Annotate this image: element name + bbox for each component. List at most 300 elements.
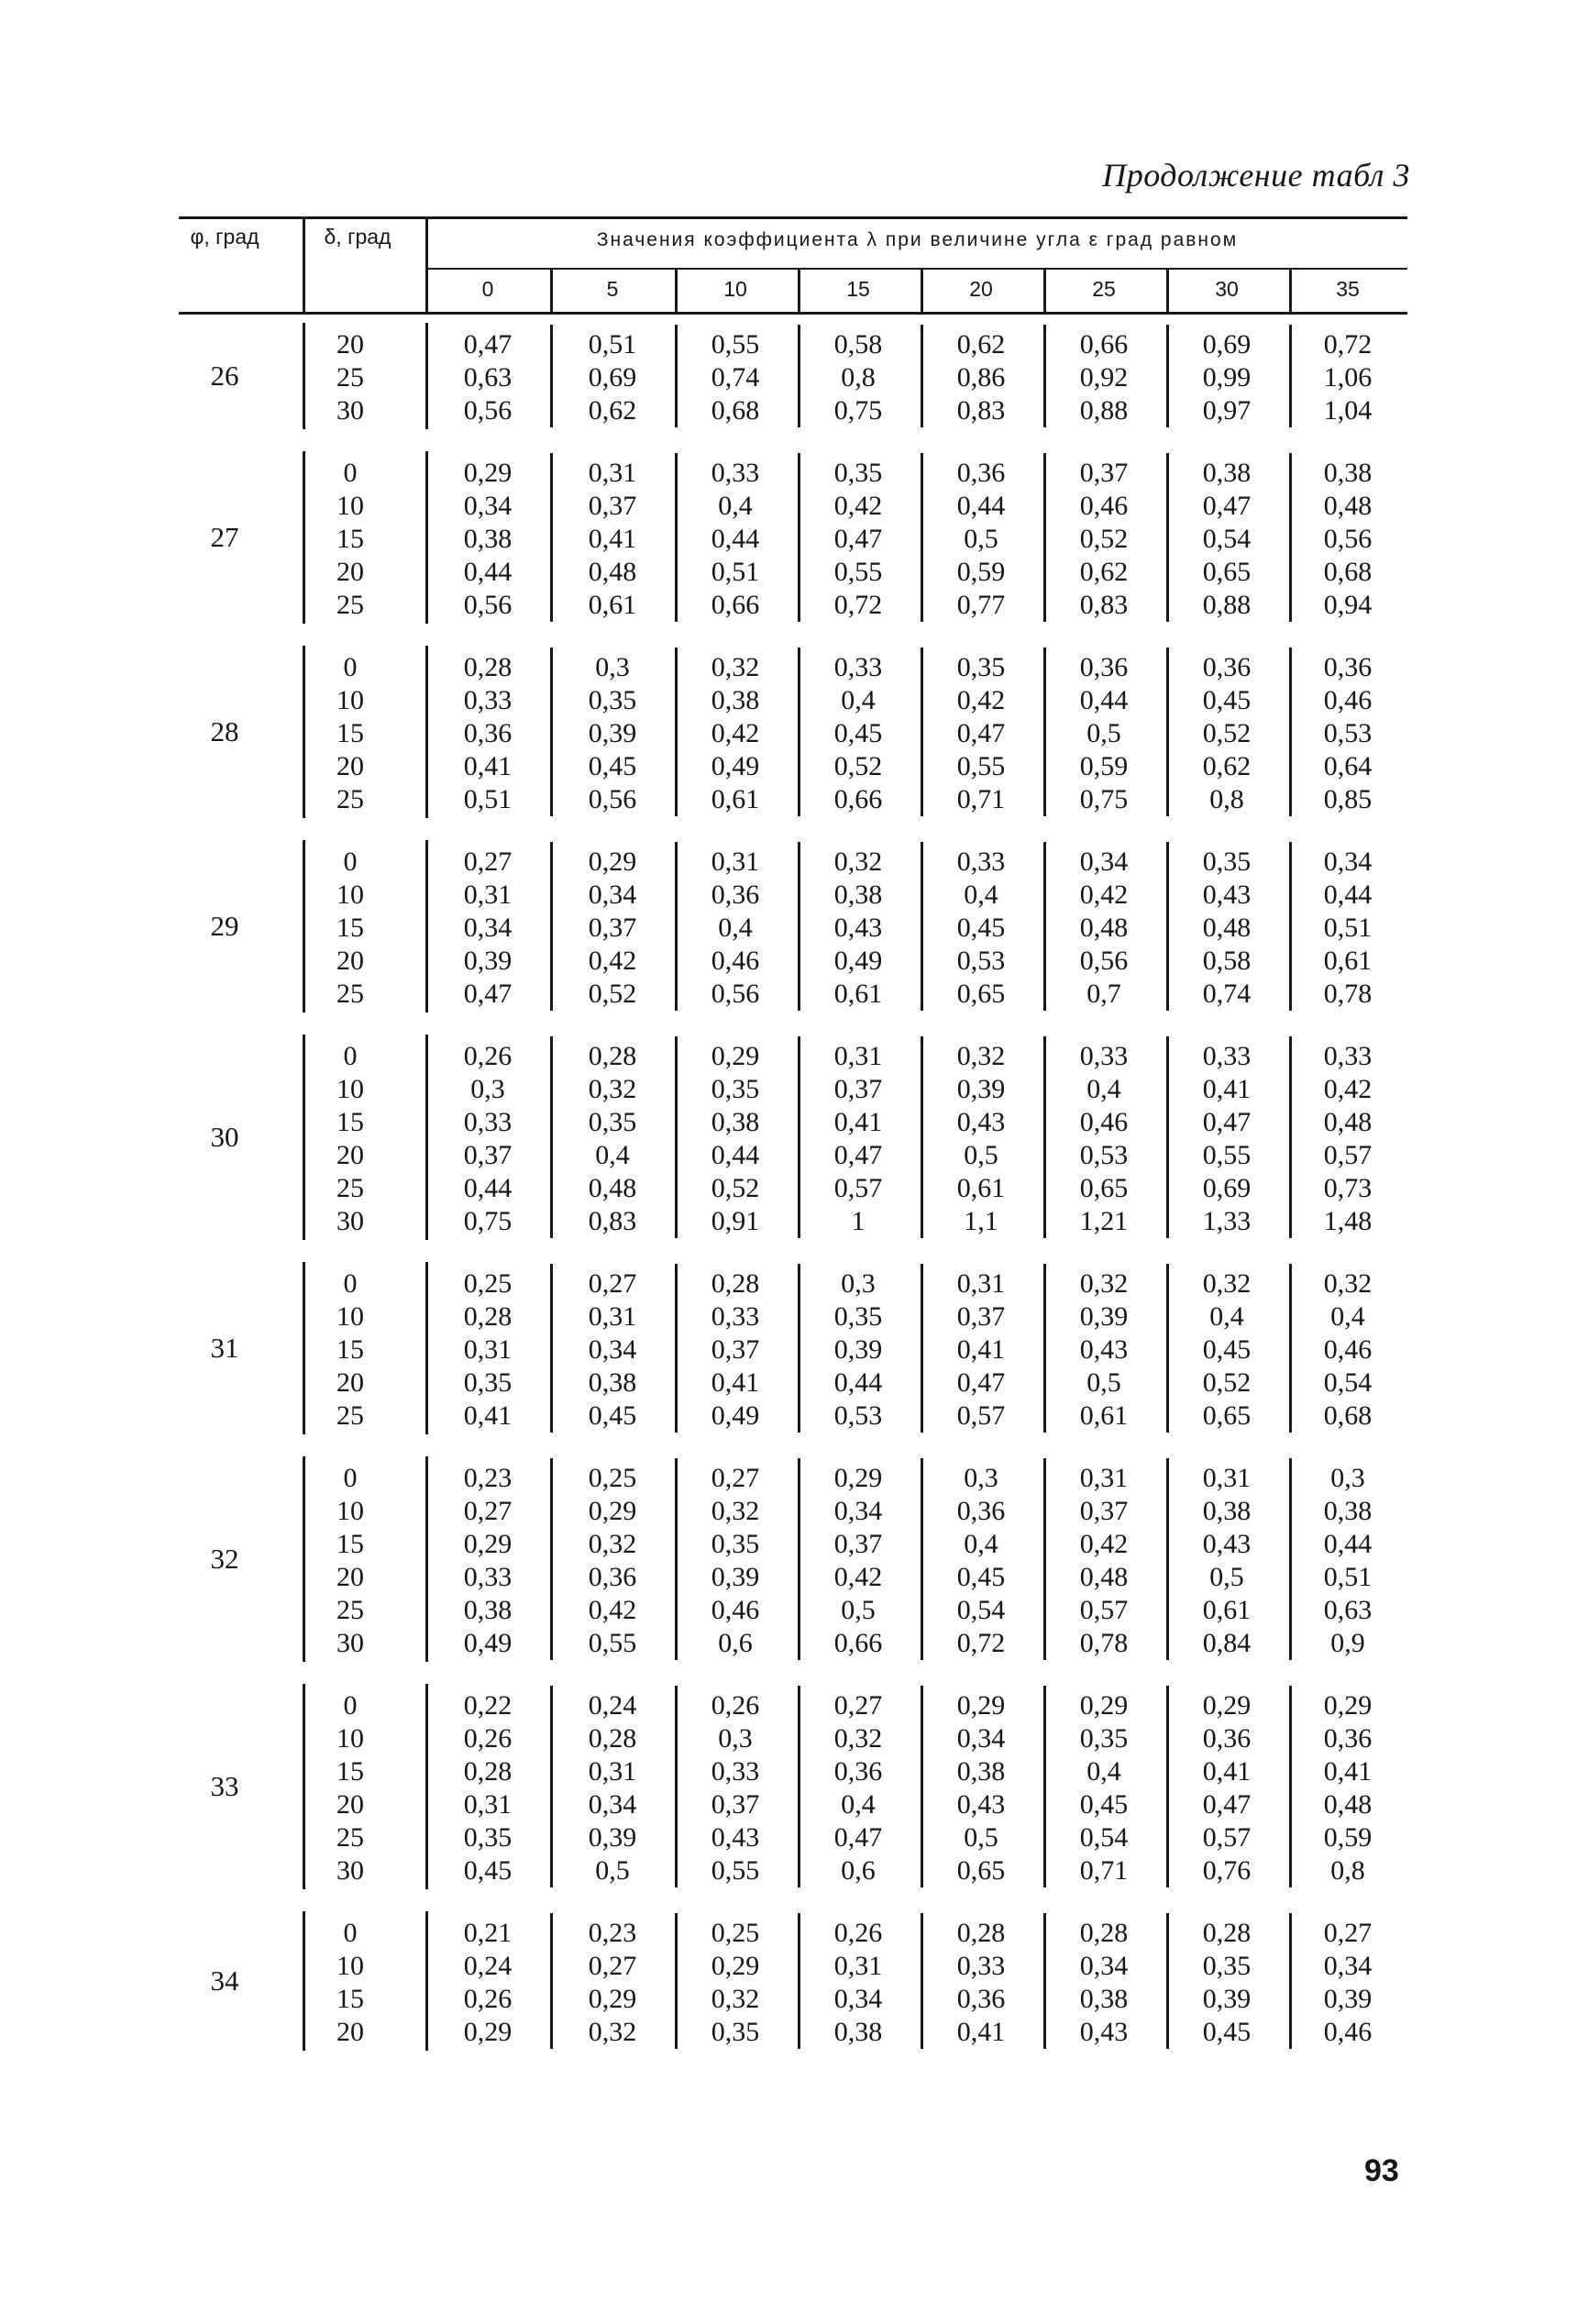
column-divider [1166,647,1169,816]
column-divider [921,647,923,816]
lambda-value-cell: 0,31 [588,458,637,488]
lambda-value-cell: 0,27 [833,1690,883,1721]
lambda-value-cell: 0,41 [711,1367,760,1398]
column-divider [1289,1036,1292,1238]
delta-cell: 0 [343,652,358,682]
delta-cell: 10 [336,491,364,521]
lambda-value-cell: 0,44 [1079,685,1129,715]
lambda-value-cell: 0,38 [1323,458,1373,488]
lambda-value-cell: 0,33 [1079,1041,1129,1071]
lambda-value-cell: 0,33 [956,1951,1006,1981]
lambda-value-cell: 0,42 [711,718,760,748]
lambda-value-cell: 0,49 [711,751,760,781]
lambda-value-cell: 0,4 [964,880,998,910]
lambda-value-cell: 0,62 [1079,557,1129,587]
lambda-value-cell: 0,46 [711,946,760,976]
delta-cell: 15 [336,1334,364,1365]
column-divider [798,842,800,1011]
lambda-value-cell: 0,38 [833,880,883,910]
lambda-value-cell: 0,45 [956,913,1006,943]
lambda-value-cell: 0,28 [588,1041,637,1071]
lambda-value-cell: 0,64 [1323,751,1373,781]
lambda-value-cell: 0,52 [1079,524,1129,554]
lambda-value-cell: 0,29 [463,458,513,488]
lambda-value-cell: 0,61 [1079,1400,1129,1431]
lambda-value-cell: 0,44 [463,557,513,587]
lambda-value-cell: 0,66 [711,590,760,620]
lambda-value-cell: 0,4 [841,685,876,715]
lambda-value-cell: 0,71 [1079,1855,1129,1886]
lambda-value-cell: 0,28 [711,1268,760,1299]
lambda-value-cell: 0,36 [956,458,1006,488]
column-divider [425,646,428,818]
lambda-value-cell: 0,59 [1079,751,1129,781]
column-divider [425,1262,428,1434]
lambda-value-cell: 0,29 [1079,1690,1129,1721]
lambda-value-cell: 0,52 [1202,1367,1252,1398]
lambda-value-cell: 0,62 [956,329,1006,360]
lambda-value-cell: 0,38 [711,1107,760,1137]
lambda-value-cell: 0,45 [1202,685,1252,715]
delta-cell: 20 [336,1562,364,1592]
lambda-value-cell: 0,74 [1202,979,1252,1009]
lambda-value-cell: 0,39 [588,718,637,748]
lambda-value-cell: 0,5 [964,524,998,554]
lambda-value-cell: 0,44 [463,1173,513,1203]
lambda-value-cell: 0,25 [588,1463,637,1493]
lambda-value-cell: 0,47 [1202,491,1252,521]
lambda-value-cell: 0,6 [841,1855,876,1886]
lambda-value-cell: 0,53 [956,946,1006,976]
lambda-value-cell: 0,34 [956,1723,1006,1754]
delta-cell: 20 [336,751,364,781]
lambda-value-cell: 0,39 [956,1074,1006,1104]
delta-cell: 20 [336,1140,364,1170]
delta-cell: 15 [336,913,364,943]
lambda-value-cell: 0,55 [711,329,760,360]
delta-cell: 30 [336,1206,364,1236]
lambda-value-cell: 0,57 [833,1173,883,1203]
lambda-value-cell: 0,26 [463,1041,513,1071]
phi-header: φ, град [190,225,259,249]
header-divider [550,268,553,314]
delta-cell: 20 [336,2017,364,2047]
lambda-value-cell: 0,35 [711,1529,760,1559]
lambda-value-cell: 0,35 [833,1301,883,1332]
lambda-value-cell: 0,42 [1079,1529,1129,1559]
lambda-value-cell: 0,34 [463,491,513,521]
delta-cell: 15 [336,1756,364,1787]
column-divider [425,451,428,624]
lambda-value-cell: 0,29 [588,1496,637,1526]
lambda-value-cell: 0,32 [711,1984,760,2014]
lambda-value-cell: 0,43 [1079,2017,1129,2047]
lambda-value-cell: 0,51 [711,557,760,587]
lambda-value-cell: 0,77 [956,590,1006,620]
lambda-value-cell: 0,21 [463,1918,513,1948]
lambda-value-cell: 0,34 [588,1334,637,1365]
lambda-value-cell: 0,35 [956,652,1006,682]
column-divider [921,325,923,427]
lambda-value-cell: 0,33 [463,1107,513,1137]
column-divider [550,647,553,816]
lambda-value-cell: 0,65 [956,1855,1006,1886]
lambda-value-cell: 0,36 [956,1984,1006,2014]
lambda-value-cell: 0,56 [1079,946,1129,976]
lambda-value-cell: 0,5 [1086,1367,1121,1398]
lambda-value-cell: 0,69 [588,362,637,393]
lambda-value-cell: 0,83 [1079,590,1129,620]
lambda-value-cell: 0,47 [1202,1789,1252,1820]
lambda-value-cell: 0,36 [463,718,513,748]
lambda-value-cell: 0,32 [1079,1268,1129,1299]
lambda-value-cell: 0,36 [588,1562,637,1592]
lambda-value-cell: 0,46 [1079,491,1129,521]
lambda-value-cell: 0,36 [833,1756,883,1787]
column-divider [798,1264,800,1433]
lambda-value-cell: 0,42 [588,946,637,976]
column-divider [798,1686,800,1887]
delta-cell: 10 [336,1074,364,1104]
lambda-value-cell: 0,47 [833,1822,883,1853]
header-divider [798,268,800,314]
lambda-value-cell: 0,24 [588,1690,637,1721]
lambda-value-cell: 0,47 [833,524,883,554]
column-divider [675,842,678,1011]
lambda-value-cell: 0,34 [833,1984,883,2014]
lambda-value-cell: 1,1 [964,1206,998,1236]
lambda-value-cell: 0,62 [1202,751,1252,781]
delta-cell: 25 [336,1173,364,1203]
lambda-value-cell: 0,66 [833,784,883,814]
column-divider [1043,1458,1046,1660]
delta-cell: 0 [343,1268,358,1299]
phi-group-label: 30 [210,1121,239,1153]
lambda-value-cell: 0,36 [711,880,760,910]
column-divider [1166,453,1169,622]
lambda-value-cell: 0,61 [1202,1595,1252,1625]
lambda-value-cell: 0,56 [1323,524,1373,554]
lambda-value-cell: 0,88 [1079,395,1129,426]
lambda-value-cell: 0,29 [711,1041,760,1071]
lambda-value-cell: 0,45 [1202,1334,1252,1365]
column-divider [303,1684,305,1889]
lambda-value-cell: 0,27 [463,847,513,877]
lambda-value-cell: 0,65 [1202,557,1252,587]
table-top-rule [179,216,1407,219]
column-divider [1043,842,1046,1011]
lambda-value-cell: 0,94 [1323,590,1373,620]
column-divider [921,453,923,622]
lambda-value-cell: 0,32 [833,1723,883,1754]
lambda-value-cell: 0,33 [463,1562,513,1592]
lambda-value-cell: 0,57 [1079,1595,1129,1625]
lambda-value-cell: 0,8 [1209,784,1244,814]
lambda-value-cell: 0,65 [1079,1173,1129,1203]
lambda-value-cell: 0,41 [463,1400,513,1431]
lambda-value-cell: 0,55 [711,1855,760,1886]
lambda-value-cell: 0,32 [1323,1268,1373,1299]
lambda-value-cell: 0,75 [833,395,883,426]
column-divider [1043,1264,1046,1433]
delta-cell: 10 [336,1496,364,1526]
lambda-value-cell: 0,3 [1330,1463,1365,1493]
lambda-value-cell: 0,48 [1079,1562,1129,1592]
lambda-value-cell: 0,52 [711,1173,760,1203]
lambda-value-cell: 0,43 [956,1107,1006,1137]
lambda-value-cell: 0,59 [1323,1822,1373,1853]
epsilon-col-header: 20 [969,277,993,301]
lambda-value-cell: 1 [851,1206,866,1236]
header-divider [1166,268,1169,314]
lambda-value-cell: 0,44 [1323,1529,1373,1559]
epsilon-col-header: 0 [481,277,494,301]
lambda-value-cell: 0,52 [833,751,883,781]
lambda-value-cell: 0,49 [833,946,883,976]
lambda-value-cell: 0,33 [711,1301,760,1332]
column-divider [1166,1036,1169,1238]
column-divider [425,1684,428,1889]
column-divider [425,840,428,1013]
lambda-value-cell: 0,37 [833,1529,883,1559]
lambda-value-cell: 0,4 [841,1789,876,1820]
lambda-value-cell: 0,56 [711,979,760,1009]
lambda-value-cell: 0,55 [833,557,883,587]
column-divider [1166,1264,1169,1433]
delta-header: δ, град [324,225,391,249]
lambda-value-cell: 0,29 [833,1463,883,1493]
lambda-value-cell: 0,52 [1202,718,1252,748]
lambda-value-cell: 0,44 [1323,880,1373,910]
column-divider [675,453,678,622]
lambda-value-cell: 0,28 [463,1301,513,1332]
lambda-value-cell: 0,39 [1079,1301,1129,1332]
lambda-value-cell: 0,37 [833,1074,883,1104]
lambda-value-cell: 0,4 [1209,1301,1244,1332]
lambda-value-cell: 0,61 [1323,946,1373,976]
column-divider [798,1913,800,2049]
lambda-value-cell: 0,32 [711,652,760,682]
lambda-value-cell: 0,73 [1323,1173,1373,1203]
lambda-value-cell: 0,4 [1330,1301,1365,1332]
lambda-value-cell: 0,36 [1323,1723,1373,1754]
lambda-value-cell: 0,72 [956,1628,1006,1658]
column-divider [303,1035,305,1240]
lambda-value-cell: 0,35 [711,2017,760,2047]
page-number: 93 [1364,2153,1399,2188]
column-divider [921,842,923,1011]
lambda-value-cell: 0,44 [833,1367,883,1398]
lambda-value-cell: 0,37 [463,1140,513,1170]
delta-cell: 10 [336,880,364,910]
lambda-value-cell: 0,51 [463,784,513,814]
lambda-value-cell: 0,47 [463,979,513,1009]
lambda-value-cell: 0,35 [463,1822,513,1853]
lambda-value-cell: 0,78 [1079,1628,1129,1658]
lambda-value-cell: 0,3 [964,1463,998,1493]
lambda-value-cell: 0,35 [588,1107,637,1137]
lambda-value-cell: 0,31 [463,880,513,910]
lambda-value-cell: 0,41 [956,1334,1006,1365]
lambda-value-cell: 0,5 [964,1822,998,1853]
lambda-value-cell: 0,39 [711,1562,760,1592]
header-divider [1289,268,1292,314]
lambda-value-cell: 0,26 [711,1690,760,1721]
lambda-value-cell: 0,85 [1323,784,1373,814]
delta-cell: 0 [343,1918,358,1948]
lambda-value-cell: 0,65 [1202,1400,1252,1431]
lambda-value-cell: 0,29 [1323,1690,1373,1721]
phi-group-label: 32 [210,1543,239,1575]
lambda-value-cell: 0,35 [588,685,637,715]
column-divider [675,1458,678,1660]
lambda-value-cell: 0,32 [1202,1268,1252,1299]
lambda-value-cell: 1,21 [1079,1206,1129,1236]
lambda-value-cell: 0,83 [956,395,1006,426]
lambda-value-cell: 0,4 [595,1140,630,1170]
column-divider [1043,1036,1046,1238]
lambda-value-cell: 0,39 [1323,1984,1373,2014]
lambda-value-cell: 0,37 [1079,1496,1129,1526]
delta-cell: 20 [336,1367,364,1398]
lambda-value-cell: 0,37 [711,1789,760,1820]
lambda-value-cell: 0,41 [463,751,513,781]
lambda-value-cell: 0,61 [833,979,883,1009]
lambda-value-cell: 0,42 [833,1562,883,1592]
delta-cell: 0 [343,847,358,877]
phi-group-label: 29 [210,910,239,942]
column-divider [921,1036,923,1238]
lambda-value-cell: 0,5 [964,1140,998,1170]
delta-cell: 25 [336,784,364,814]
column-divider [1289,453,1292,622]
delta-cell: 25 [336,590,364,620]
lambda-value-cell: 0,31 [1202,1463,1252,1493]
lambda-value-cell: 0,26 [833,1918,883,1948]
lambda-value-cell: 0,27 [463,1496,513,1526]
column-divider [1166,842,1169,1011]
lambda-value-cell: 0,34 [833,1496,883,1526]
lambda-value-cell: 0,5 [1209,1562,1244,1592]
delta-cell: 30 [336,1628,364,1658]
column-divider [921,1913,923,2049]
lambda-value-cell: 0,47 [463,329,513,360]
lambda-value-cell: 0,41 [1202,1756,1252,1787]
lambda-value-cell: 0,34 [588,1789,637,1820]
lambda-value-cell: 0,32 [588,1529,637,1559]
lambda-value-cell: 0,34 [1079,847,1129,877]
delta-cell: 25 [336,1822,364,1853]
lambda-value-cell: 0,31 [1079,1463,1129,1493]
lambda-value-cell: 0,92 [1079,362,1129,393]
column-divider [1289,1264,1292,1433]
column-divider [1166,1913,1169,2049]
column-divider [550,325,553,427]
column-divider [425,1911,428,2051]
lambda-value-cell: 0,3 [718,1723,753,1754]
lambda-value-cell: 0,61 [956,1173,1006,1203]
lambda-value-cell: 0,42 [833,491,883,521]
lambda-value-cell: 0,55 [956,751,1006,781]
lambda-value-cell: 0,37 [711,1334,760,1365]
header-divider [303,216,305,314]
column-divider [303,1911,305,2051]
lambda-value-cell: 0,74 [711,362,760,393]
phi-group-label: 26 [210,360,239,392]
lambda-value-cell: 0,4 [718,913,753,943]
lambda-value-cell: 0,24 [463,1951,513,1981]
lambda-value-cell: 0,48 [1079,913,1129,943]
lambda-value-cell: 0,25 [711,1918,760,1948]
lambda-value-cell: 0,29 [588,1984,637,2014]
lambda-value-cell: 0,29 [463,2017,513,2047]
lambda-value-cell: 0,78 [1323,979,1373,1009]
lambda-value-cell: 0,5 [841,1595,876,1625]
lambda-value-cell: 0,47 [833,1140,883,1170]
lambda-value-cell: 0,45 [463,1855,513,1886]
lambda-value-cell: 0,55 [1202,1140,1252,1170]
lambda-value-cell: 0,27 [588,1268,637,1299]
lambda-value-cell: 0,33 [1202,1041,1252,1071]
lambda-value-cell: 0,68 [711,395,760,426]
lambda-value-cell: 0,36 [956,1496,1006,1526]
lambda-value-cell: 0,31 [956,1268,1006,1299]
lambda-value-cell: 0,27 [588,1951,637,1981]
lambda-value-cell: 0,55 [588,1628,637,1658]
column-divider [550,1264,553,1433]
lambda-value-cell: 0,31 [463,1334,513,1365]
lambda-value-cell: 0,88 [1202,590,1252,620]
lambda-value-cell: 0,34 [1323,847,1373,877]
lambda-value-cell: 0,37 [956,1301,1006,1332]
epsilon-col-header: 30 [1215,277,1239,301]
lambda-value-cell: 0,5 [595,1855,630,1886]
lambda-value-cell: 0,68 [1323,557,1373,587]
lambda-value-cell: 0,36 [1202,1723,1252,1754]
column-divider [675,1036,678,1238]
lambda-value-cell: 0,99 [1202,362,1252,393]
lambda-value-cell: 0,34 [1079,1951,1129,1981]
lambda-value-cell: 0,33 [711,458,760,488]
column-divider [798,1036,800,1238]
lambda-value-cell: 1,04 [1323,395,1373,426]
values-header: Значения коэффициента λ при величине угла ε град равном [596,229,1239,250]
lambda-value-cell: 0,42 [1323,1074,1373,1104]
lambda-value-cell: 0,31 [463,1789,513,1820]
column-divider [1289,325,1292,427]
lambda-value-cell: 0,38 [588,1367,637,1398]
lambda-value-cell: 0,44 [711,524,760,554]
lambda-value-cell: 0,72 [833,590,883,620]
lambda-value-cell: 0,54 [1079,1822,1129,1853]
lambda-value-cell: 0,35 [1079,1723,1129,1754]
lambda-value-cell: 0,41 [588,524,637,554]
phi-group-label: 31 [210,1332,239,1364]
lambda-value-cell: 0,48 [588,1173,637,1203]
lambda-value-cell: 0,53 [1079,1140,1129,1170]
column-divider [675,1913,678,2049]
lambda-value-cell: 0,46 [1323,2017,1373,2047]
lambda-value-cell: 0,38 [1202,1496,1252,1526]
lambda-value-cell: 0,5 [1086,718,1121,748]
column-divider [675,325,678,427]
lambda-value-cell: 0,76 [1202,1855,1252,1886]
column-divider [1043,325,1046,427]
header-divider [675,268,678,314]
lambda-value-cell: 0,47 [956,718,1006,748]
lambda-value-cell: 0,37 [588,913,637,943]
lambda-value-cell: 1,33 [1202,1206,1252,1236]
